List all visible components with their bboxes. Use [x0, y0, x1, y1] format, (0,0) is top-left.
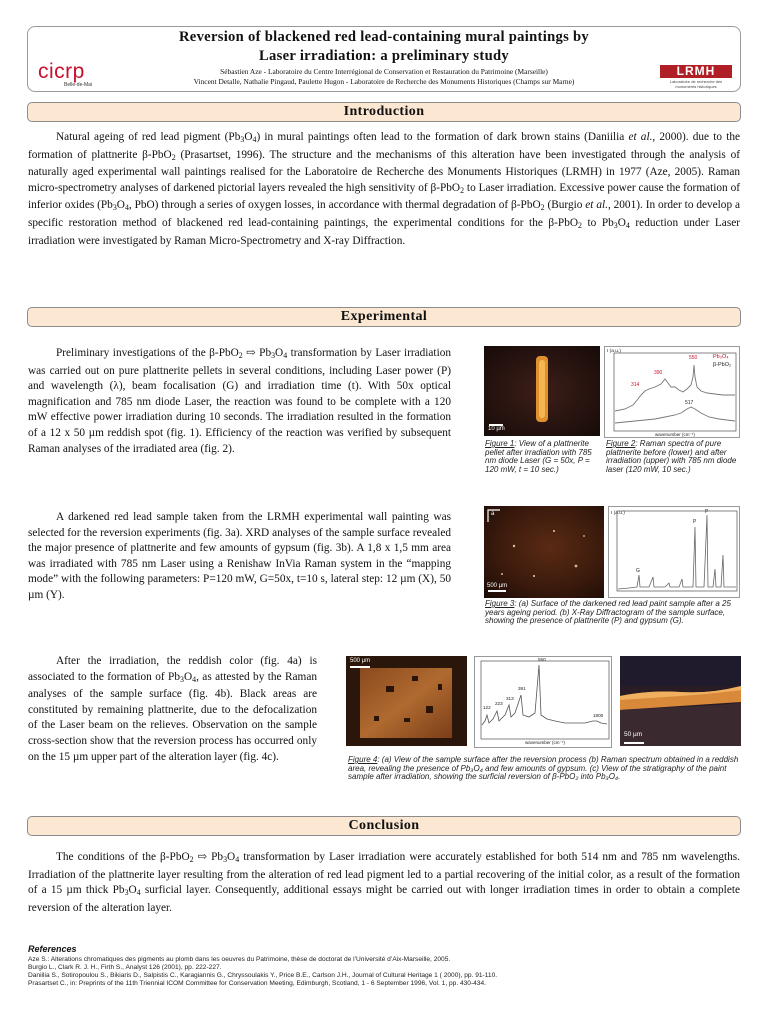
figure-3-caption-text: : (a) Surface of the darkened red lead paint sample after a 25 years ageing period. (b) X-Ray Diffractogram of the sample surface, showing the presence of plattnerite (P) and gypsum (G). [485, 599, 731, 626]
text-segment: reduction under Laser irradiation were investigated by Raman Micro-Spectrometry and X-ray Diffraction. [28, 216, 740, 247]
subscript: 4 [136, 888, 141, 898]
references-list [28, 956, 740, 988]
text-segment: O [275, 347, 284, 359]
subscript: 3 [613, 220, 618, 230]
text-segment: to Laser irradiation. Excessive power cause the formation of inferior oxides (Pb [28, 181, 740, 212]
figure-4b-peak-223: 223 [495, 701, 503, 706]
cicrp-logo-text: cicrp [38, 60, 85, 83]
lrmh-logo-text: LRMH [660, 65, 732, 78]
experimental-paragraph-1 [28, 346, 451, 457]
figure-2-peak-390: 390 [654, 370, 663, 376]
authors-line-2: Vincent Detalle, Nathalie Pingaud, Paulette Hugon - Laboratoire de Recherche des Monuments Historiques (Champs sur Marne) [193, 76, 575, 86]
figure-2-caption [606, 440, 740, 474]
figure-2-spectrum [604, 346, 740, 438]
subscript: 2 [460, 185, 465, 195]
text-segment: transformation by Laser irradiation was carried out on pure plattnerite pellets in several conditions, including Laser power (P) and wavelength (λ), beam focalisation (G) and irradiation time (t). With 50x optical magnification and 785 nm diode Laser, the reaction was found to be complete with a 120 mW effective power irradiation during 10 seconds. The irradiation resulted in the formation of a 12 x 50 µm reddish spot (fig. 1). Efficiency of the reaction was verified by subsequent Raman analyses of the irradiated area (fig. 2). [28, 347, 451, 455]
text-segment: Preliminary investigations of the β-PbO [56, 347, 239, 359]
figure-2-ylabel: I (a.u.) [607, 349, 621, 354]
text-segment: (Burgio [544, 199, 586, 212]
figure-2-peak-550: 550 [689, 355, 698, 361]
text-segment: O [116, 199, 125, 212]
figure-4a-image [346, 656, 467, 746]
text-segment: , as attested by the Raman analyses of the sample surface (fig. 4b). Black areas are constituted by remaining plattnerite, due to the defocalization of the Laser beam on the relieves. Observation on the sample cross-section show that the reversion process has occurred only on the 15 µm upper part of the alteration layer (fig. 4c). [28, 670, 317, 763]
figure-1-caption [485, 440, 601, 474]
text-segment: O [183, 670, 193, 683]
text-segment: surficial layer. Consequently, additional essays might be carried out with longer irradiation times in order to obtain a complete reversion of the alteration layer. [28, 884, 740, 914]
figure-2-xlabel: wavenumber (cm⁻¹) [655, 432, 695, 437]
reference-item: Aze S.: Alterations chromatiques des pigments au plomb dans les oeuvres du Patrimoine, thèse de doctorat de l’Université d’Aix-Marseille, 2005. [28, 956, 451, 963]
figure-3-caption [485, 600, 740, 626]
figure-4b-peak-391: 391 [518, 686, 526, 691]
cicrp-logo-sub: Belle-de-Mai [64, 82, 93, 88]
figure-3a-scale-label: 500 µm [487, 583, 508, 589]
section-conclusion-heading: Conclusion [27, 816, 741, 836]
figure-4b-peak-550: 550 [538, 657, 546, 662]
lrmh-logo [660, 65, 732, 88]
figure-2-peak-517: 517 [685, 400, 694, 406]
figure-3b-diffractogram [608, 506, 740, 598]
subscript: 4 [625, 220, 630, 230]
text-segment: ⇨ Pb [242, 347, 272, 359]
text-segment: to Pb [581, 216, 614, 229]
figure-3-caption-label: Figure 3 [485, 599, 515, 608]
poster-header [27, 26, 741, 92]
figure-1-caption-label: Figure 1 [485, 439, 515, 448]
figure-4b-xlabel: wavenumber (cm⁻¹) [525, 740, 565, 745]
figure-3a-image [484, 506, 604, 598]
text-segment: ) in mural paintings often lead to the formation of dark brown stains (Daniilia [256, 131, 629, 143]
subscript: 2 [171, 152, 176, 162]
subscript: 2 [578, 220, 582, 230]
figure-1-caption-text: : View of a plattnerite pellet after irradiation with 785 nm diode Laser (G = 50x, P = 120 mW, t = 10 sec.) [485, 439, 592, 474]
figure-2-peak-314: 314 [631, 382, 640, 388]
figure-2-caption-label: Figure 2 [606, 439, 636, 448]
title-line-2: Laser irradiation: a preliminary study [258, 48, 510, 64]
figure-2-legend-pbo2: β-PbO₂ [713, 362, 732, 368]
figure-3a-corner-label: a [491, 511, 495, 517]
text-segment: After the irradiation, the reddish color (fig. 4a) is associated to the formation of Pb [28, 655, 317, 683]
text-segment: transformation by Laser irradiation were accurately established for both 514 nm and 785 nm wavelengths. Irradiation of the plattnerite layer resulting from the alteration of red lead pigment led to a partial recovering of the initial color, as a result of the formation of a 15 µm thick Pb [28, 851, 740, 897]
subscript: 4 [252, 135, 257, 144]
figure-2-plot [605, 347, 740, 438]
figure-1-scale-label: 10 µm [488, 426, 505, 432]
italic-text: et al. [585, 199, 608, 212]
cicrp-logo [38, 61, 102, 89]
figure-4c-image [620, 656, 741, 746]
figure-4a-scale-label: 500 µm [350, 658, 371, 664]
italic-text: et al. [628, 131, 653, 143]
figure-1-micrograph [484, 346, 600, 436]
text-segment: ⇨ Pb [193, 851, 224, 863]
subscript: 3 [223, 855, 228, 864]
section-experimental-heading: Experimental [27, 307, 741, 327]
subscript: 2 [189, 855, 194, 864]
text-segment: , 2001). In order to develop a specific restoration method of blackened red lead-containing paintings, the experimental conditions for the β-PbO [28, 199, 740, 229]
experimental-paragraph-2 [28, 510, 451, 604]
figure-3b-peak-p: P [693, 519, 697, 525]
authors-line-1: Sébastien Aze - Laboratoire du Centre Interrégional de Conservation et Restauration du Patrimoine (Marseille) [220, 67, 548, 76]
reference-item: Prasartset C., in: Preprints of the 11th Triennial ICOM Committee for Conservation Meeting, Edimburgh, Scotland, 1 - 6 September 1996, Vol. 1, pp. 430-434. [28, 980, 487, 988]
figure-3b-peak-p2: P [705, 509, 709, 515]
subscript: 3 [179, 674, 184, 684]
figure-3b-plot [609, 507, 740, 598]
figure-4-caption-label: Figure 4 [348, 755, 378, 764]
figure-4b-spectrum [474, 656, 612, 748]
conclusion-paragraph [28, 850, 740, 916]
subscript: 4 [124, 203, 129, 213]
figure-4-caption-text: : (a) View of the sample surface after the reversion process (b) Raman spectrum obtained in a reddish area, revealing the presence of Pb₃O₄ and few amounts of gypsum. (c) View of the stratigraphy of the paint sample after irradiation, showing the surficial reversion of β-PbO₂ into Pb₃O₄. [348, 755, 739, 782]
subscript: 4 [235, 855, 240, 864]
figure-1-image [484, 346, 600, 436]
subscript: 3 [124, 888, 129, 898]
subscript: 3 [271, 351, 276, 360]
references-heading: References [28, 944, 77, 954]
figure-2-caption-text: : Raman spectra of pure plattnerite before (lower) and after irradiation (upper) with 785 nm diode laser (120 mW, 10 sec.) [606, 439, 737, 474]
text-segment: A darkened red lead sample taken from the LRMH experimental wall painting was selected for the reversion experiments (fig. 3a). XRD analyses of the sample surface revealed the major presence of plattnerite and few amounts of gypsum (fig. 3b). A 1,8 x 1,5 mm area was irradiated with 785 nm Laser using a Renishaw InVia Raman system in the “mapping mode” with the following parameters: P=120 mW, G=50x, t=10 s, lateral step: 12 µm (X), 50 µm (Y). [28, 511, 451, 601]
reference-item: Burgio L., Clark R. J. H., Firth S., Analyst 126 (2001), pp. 222-227. [28, 964, 222, 972]
figure-4a-micrograph [346, 656, 467, 746]
text-segment: O [617, 216, 626, 229]
subscript: 2 [540, 203, 545, 213]
figure-4b-peak-313: 313 [506, 696, 514, 701]
figure-4-caption [348, 756, 740, 782]
lrmh-logo-sub: Laboratoire de recherche des monuments historiques [669, 79, 723, 89]
introduction-paragraph [28, 130, 740, 249]
figure-4b-peak-122: 122 [483, 705, 491, 710]
text-segment: The conditions of the β-PbO [56, 851, 190, 863]
text-segment: , 2000). due to the formation of plattnerite β-PbO [28, 131, 740, 161]
subscript: 2 [238, 351, 243, 360]
subscript: 4 [192, 674, 197, 684]
poster-title [28, 28, 740, 66]
figure-3b-ylabel: I (a.u.) [611, 511, 625, 516]
text-segment: (Prasartset, 1996). The structure and the mechanisms of this alteration have been investigated through the analysis of naturally aged experimental wall paintings realised for the Laboratoire de Recherche des Monuments Historiques (LRMH) in 1977 (Aze, 2005). Raman micro-spectrometry analyses of darkened pictorial layers revealed the high sensitivity of β-PbO [28, 148, 740, 194]
authors [28, 67, 740, 86]
text-segment: O [227, 851, 236, 863]
subscript: 4 [283, 351, 288, 360]
section-introduction-heading: Introduction [27, 102, 741, 122]
figure-4b-peak-1800: 1800 [593, 713, 604, 718]
figure-2-legend-pb3o4: Pb₃O₄ [713, 354, 729, 360]
text-segment: O [128, 884, 137, 897]
experimental-paragraph-3 [28, 654, 317, 765]
figure-3b-peak-g: G [636, 568, 640, 574]
text-segment: , PbO) through a series of oxygen losses, in accordance with thermal degradation of β-PbO [128, 199, 541, 212]
reference-item: Daniilia S., Sotiropoulou S., Bikiaris D., Salpistis C., Karagiannis G., Chryssoulakis Y., Price B.E., Carlson J.H., Journal of Cultural Heritage 1 ( 2000), pp. 91-110. [28, 972, 498, 980]
title-line-1: Reversion of blackened red lead-containing mural paintings by [178, 29, 590, 45]
subscript: 3 [240, 135, 245, 144]
text-segment: O [244, 131, 253, 143]
subscript: 3 [112, 203, 117, 213]
figure-4c-scale-label: 50 µm [624, 731, 643, 738]
text-segment: Natural ageing of red lead pigment (Pb [56, 131, 241, 143]
